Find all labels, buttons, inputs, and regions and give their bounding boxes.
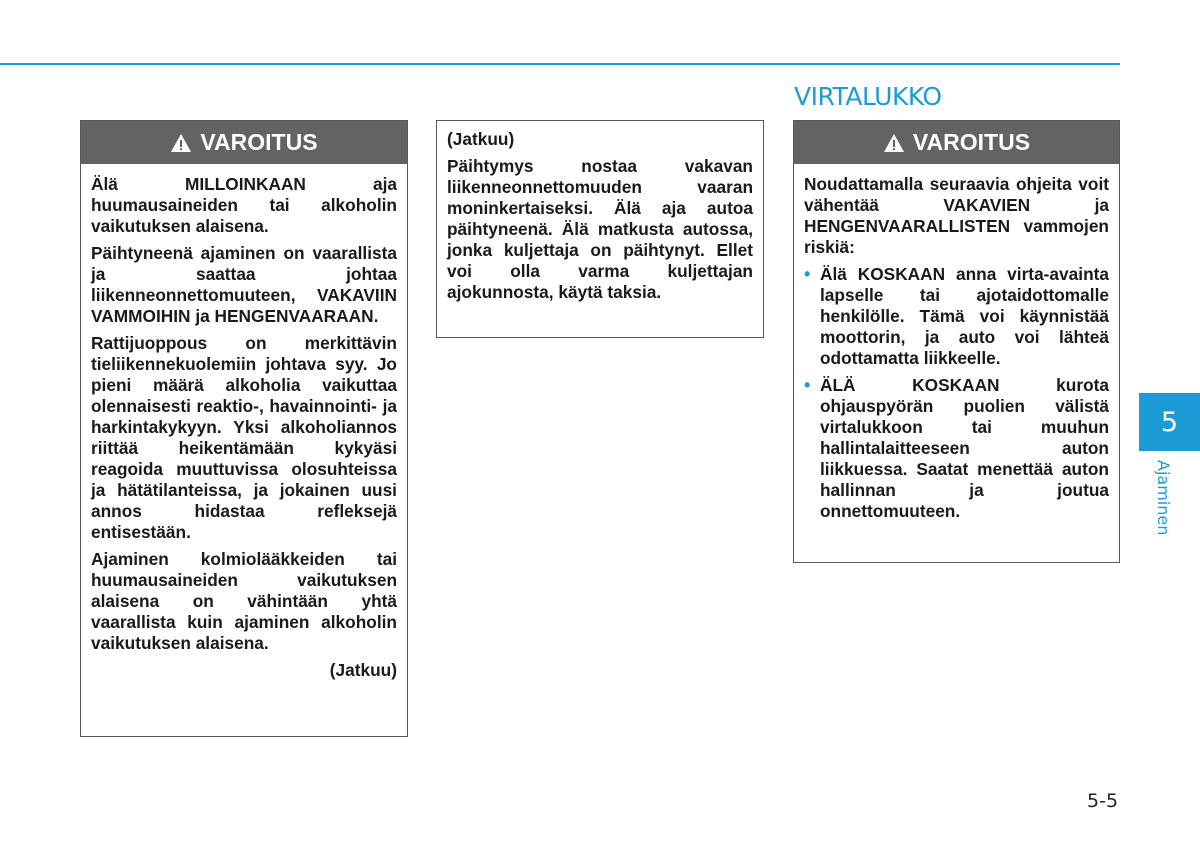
continued-header: (Jatkuu)	[447, 129, 515, 149]
chapter-label	[1155, 460, 1175, 540]
warning-body	[437, 121, 763, 317]
list-item	[804, 375, 1109, 522]
bullet-icon: •	[804, 375, 811, 395]
bullet-icon: •	[804, 264, 811, 284]
warning-title: VAROITUS	[200, 129, 318, 155]
chapter-tab: 5	[1139, 393, 1200, 451]
warning-header	[81, 121, 407, 164]
paragraph: Ajaminen kolmiolääkkeiden tai huumausaineiden vaikutuksen alaisena on vähintään yhtä vaarallista kuin ajaminen alkoholin vaikutuksen alaisena.	[91, 549, 397, 653]
paragraph: Älä MILLOINKAAN aja huumausaineiden tai alkoholin vaikutuksen alaisena.	[91, 174, 397, 236]
page-number: 5-5	[1087, 790, 1119, 812]
warning-box-left	[80, 120, 408, 737]
warning-box-right	[793, 120, 1120, 563]
warning-icon	[170, 133, 192, 153]
list-item	[804, 264, 1109, 369]
warning-icon	[883, 133, 905, 153]
continued-note: (Jatkuu)	[329, 660, 397, 680]
warning-box-continued	[436, 120, 764, 338]
header-rule	[0, 63, 1120, 65]
list-item-text: Älä KOSKAAN anna virta-avainta lapselle tai ajotaidottomalle henkilölle. Tämä voi käynnistää moottorin, ja auto voi lähteä odottamatta liikkeelle.	[820, 264, 1109, 368]
warning-body	[794, 164, 1119, 536]
chapter-label-text: Ajaminen	[1154, 460, 1173, 536]
warning-body	[81, 164, 407, 695]
warning-header	[794, 121, 1119, 164]
paragraph: Päihtymys nostaa vakavan liikenneonnettomuuden vaaran moninkertaiseksi. Älä aja autoa päihtyneenä. Älä matkusta autossa, jonka kuljettaja on päihtynyt. Ellet voi olla varma kuljettajan ajokunnosta, käytä taksia.	[447, 156, 753, 302]
warning-title: VAROITUS	[912, 129, 1031, 155]
paragraph: Rattijuoppous on merkittävin tieliikennekuolemiin johtava syy. Jo pieni määrä alkoholia vaikuttaa olennaisesti reaktio-, havainnointi- ja harkintakykyyn. Yksi alkoholiannos riittää heikentämään kykyäsi reagoida muuttuvissa olosuhteissa ja hätätilanteissa, ja jokainen uusi annos hidastaa refleksejä entisestään.	[91, 333, 397, 542]
section-title: VIRTALUKKO	[794, 82, 942, 111]
list-item-text: ÄLÄ KOSKAAN kurota ohjauspyörän puolien välistä virtalukkoon tai muuhun hallintalaitteeseen auton liikkuessa. Saatat menettää auton hallinnan ja joutua onnettomuuteen.	[820, 375, 1109, 521]
intro-paragraph: Noudattamalla seuraavia ohjeita voit vähentää VAKAVIEN ja HENGENVAARALLISTEN vammojen riskiä:	[804, 174, 1109, 257]
paragraph: Päihtyneenä ajaminen on vaarallista ja saattaa johtaa liikenneonnettomuuteen, VAKAVIIN VAMMOIHIN ja HENGENVAARAAN.	[91, 243, 397, 326]
bullet-list	[804, 264, 1109, 522]
